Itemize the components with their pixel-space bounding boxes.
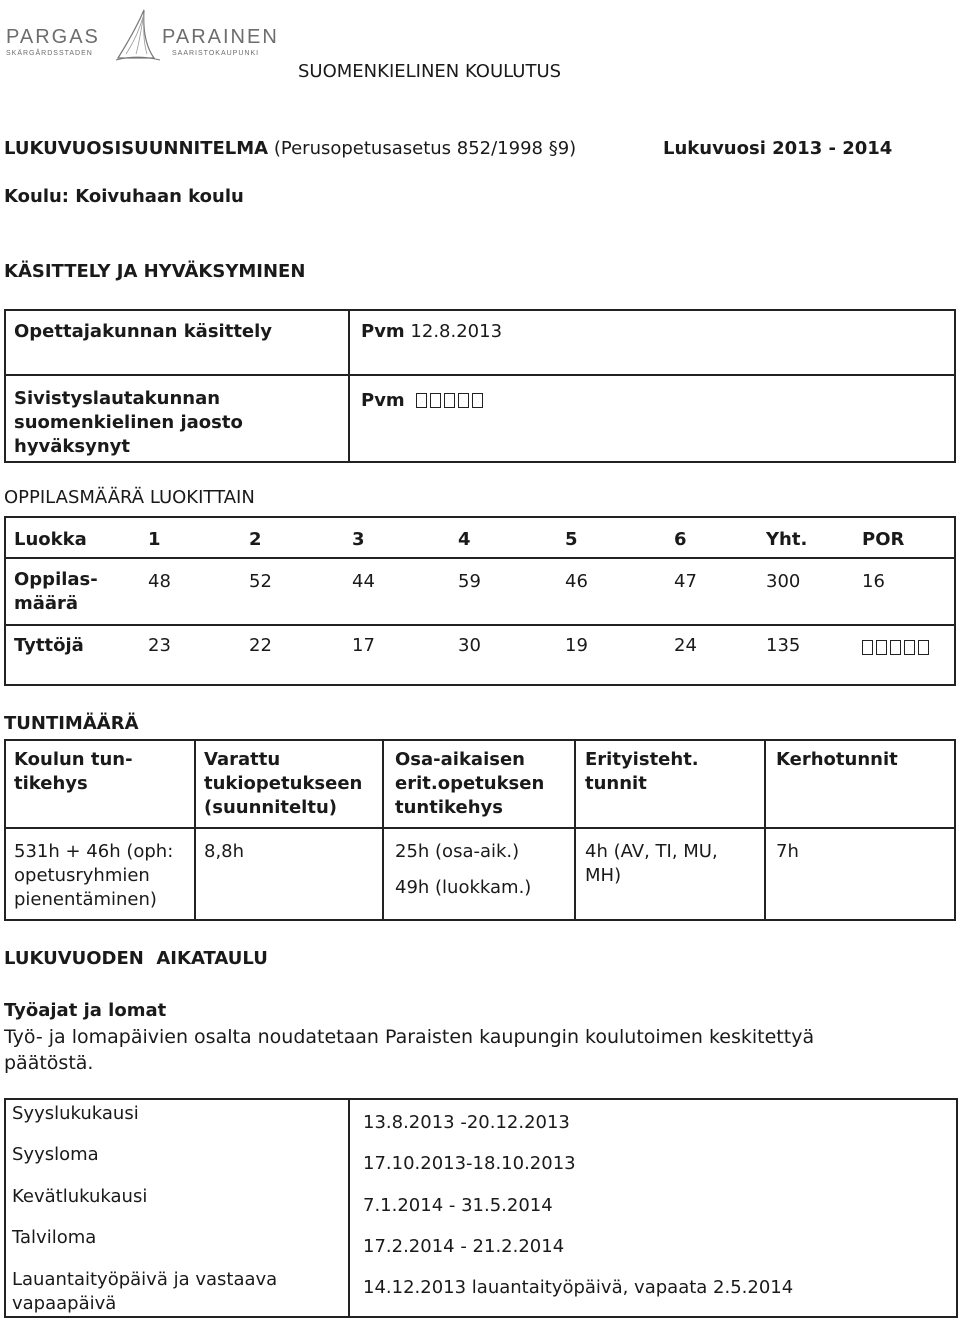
students-header-cell: POR xyxy=(862,529,905,550)
students-row2-cell: 19 xyxy=(565,635,588,656)
students-row1-cell: 52 xyxy=(249,571,272,592)
schedule-row-label: Kevätlukukausi xyxy=(12,1186,148,1207)
students-row1-cell: 47 xyxy=(674,571,697,592)
schedule-row-value: 17.10.2013-18.10.2013 xyxy=(363,1153,576,1174)
students-header-cell: 2 xyxy=(249,529,262,550)
pvm-label: Pvm xyxy=(361,321,405,342)
students-header-cell: 5 xyxy=(565,529,578,550)
approval-row2-date-field xyxy=(361,389,486,413)
schedule-note: Työ- ja lomapäivien osalta noudatetaan Paraisten kaupungin koulutoimen keskitettyä päätöstä. xyxy=(4,1026,815,1074)
hours-value-cell: 7h xyxy=(776,841,799,862)
plan-title: LUKUVUOSISUUNNITELMA xyxy=(4,138,269,159)
students-header-cell: 1 xyxy=(148,529,161,550)
empty-form-field[interactable] xyxy=(862,636,932,660)
students-header-cell: 6 xyxy=(674,529,687,550)
sail-logo-icon xyxy=(114,8,164,64)
logo-left-sub: SKÄRGÅRDSSTADEN xyxy=(6,50,93,57)
students-table xyxy=(4,516,956,686)
approval-row-divider xyxy=(4,374,956,376)
hours-table-divider xyxy=(4,827,956,829)
students-header-cell: 3 xyxy=(352,529,365,550)
hours-value-cell: 4h (AV, TI, MU, MH) xyxy=(585,841,718,886)
hours-value-cell: 49h (luokkam.) xyxy=(395,877,532,898)
logo xyxy=(6,8,279,63)
students-row2-cell: 23 xyxy=(148,635,171,656)
students-row1-cell: 48 xyxy=(148,571,171,592)
approval-row2-label: Sivistyslautakunnan suomenkielinen jaosto hyväksynyt xyxy=(14,388,243,457)
schedule-row-label: Talviloma xyxy=(12,1227,97,1248)
hours-header-cell: Koulun tun-tikehys xyxy=(14,749,133,794)
empty-form-field[interactable] xyxy=(416,390,486,411)
schedule-row-label: Syyslukukausi xyxy=(12,1103,139,1124)
students-row1-label: Oppilas-määrä xyxy=(14,569,98,614)
students-header-cell: 4 xyxy=(458,529,471,550)
approval-section-title: KÄSITTELY JA HYVÄKSYMINEN xyxy=(4,261,306,282)
logo-left-word: PARGAS xyxy=(6,26,100,48)
students-row2-cell: 135 xyxy=(766,635,801,656)
logo-right-sub: SAARISTOKAUPUNKI xyxy=(172,50,260,57)
students-row1-cell: 59 xyxy=(458,571,481,592)
schedule-section-title: LUKUVUODEN AIKATAULU xyxy=(4,948,268,969)
plan-law-ref: (Perusopetusasetus 852/1998 §9) xyxy=(273,138,577,159)
students-row2-cell: 30 xyxy=(458,635,481,656)
students-row2-cell: 22 xyxy=(249,635,272,656)
schedule-row-value: 7.1.2014 - 31.5.2014 xyxy=(363,1195,553,1216)
hours-value-cell: 531h + 46h (oph: opetusryhmien pienentäminen) xyxy=(14,841,174,910)
students-row1-cell: 46 xyxy=(565,571,588,592)
schedule-row-value: 14.12.2013 lauantaityöpäivä, vapaata 2.5.2014 xyxy=(363,1277,794,1298)
hours-col-divider xyxy=(194,739,196,921)
schedule-row-label: Lauantaityöpäivä ja vastaava vapaapäivä xyxy=(12,1269,278,1314)
hours-col-divider xyxy=(382,739,384,921)
approval-row1-date-field xyxy=(361,320,502,344)
students-table-divider-2 xyxy=(4,624,956,626)
students-row1-cell: 16 xyxy=(862,571,885,592)
hours-col-divider xyxy=(574,739,576,921)
students-row1-cell: 44 xyxy=(352,571,375,592)
students-row2-label: Tyttöjä xyxy=(14,635,84,656)
hours-header-cell: Varattu tukiopetukseen (suunniteltu) xyxy=(204,749,363,818)
students-row2-cell: 17 xyxy=(352,635,375,656)
hours-section-title: TUNTIMÄÄRÄ xyxy=(4,713,139,734)
approval-row1-date: 12.8.2013 xyxy=(410,321,503,342)
schedule-row-value: 13.8.2013 -20.12.2013 xyxy=(363,1112,570,1133)
schedule-col-divider xyxy=(348,1098,350,1318)
school-name: Koulu: Koivuhaan koulu xyxy=(4,186,244,207)
logo-right-word: PARAINEN xyxy=(162,26,279,48)
schedule-subtitle: Työajat ja lomat xyxy=(4,1000,167,1021)
students-header-cell: Luokka xyxy=(14,529,87,550)
schedule-row-value: 17.2.2014 - 21.2.2014 xyxy=(363,1236,565,1257)
hours-value-cell: 8,8h xyxy=(204,841,245,862)
hours-col-divider xyxy=(764,739,766,921)
students-row1-cell: 300 xyxy=(766,571,801,592)
students-header-cell: Yht. xyxy=(766,529,808,550)
approval-col-divider xyxy=(348,309,350,463)
hours-header-cell: Erityisteht. tunnit xyxy=(585,749,699,794)
approval-row1-label: Opettajakunnan käsittely xyxy=(14,321,273,342)
hours-header-cell: Osa-aikaisen erit.opetuksen tuntikehys xyxy=(395,749,545,818)
students-table-divider-1 xyxy=(4,557,956,559)
students-section-title: OPPILASMÄÄRÄ LUOKITTAIN xyxy=(4,487,255,508)
page-heading: SUOMENKIELINEN KOULUTUS xyxy=(298,61,562,82)
pvm-label: Pvm xyxy=(361,390,405,411)
hours-value-cell: 25h (osa-aik.) xyxy=(395,841,520,862)
hours-header-cell: Kerhotunnit xyxy=(776,749,898,770)
students-row2-cell: 24 xyxy=(674,635,697,656)
schedule-row-label: Syysloma xyxy=(12,1144,99,1165)
plan-year: Lukuvuosi 2013 - 2014 xyxy=(663,138,893,159)
